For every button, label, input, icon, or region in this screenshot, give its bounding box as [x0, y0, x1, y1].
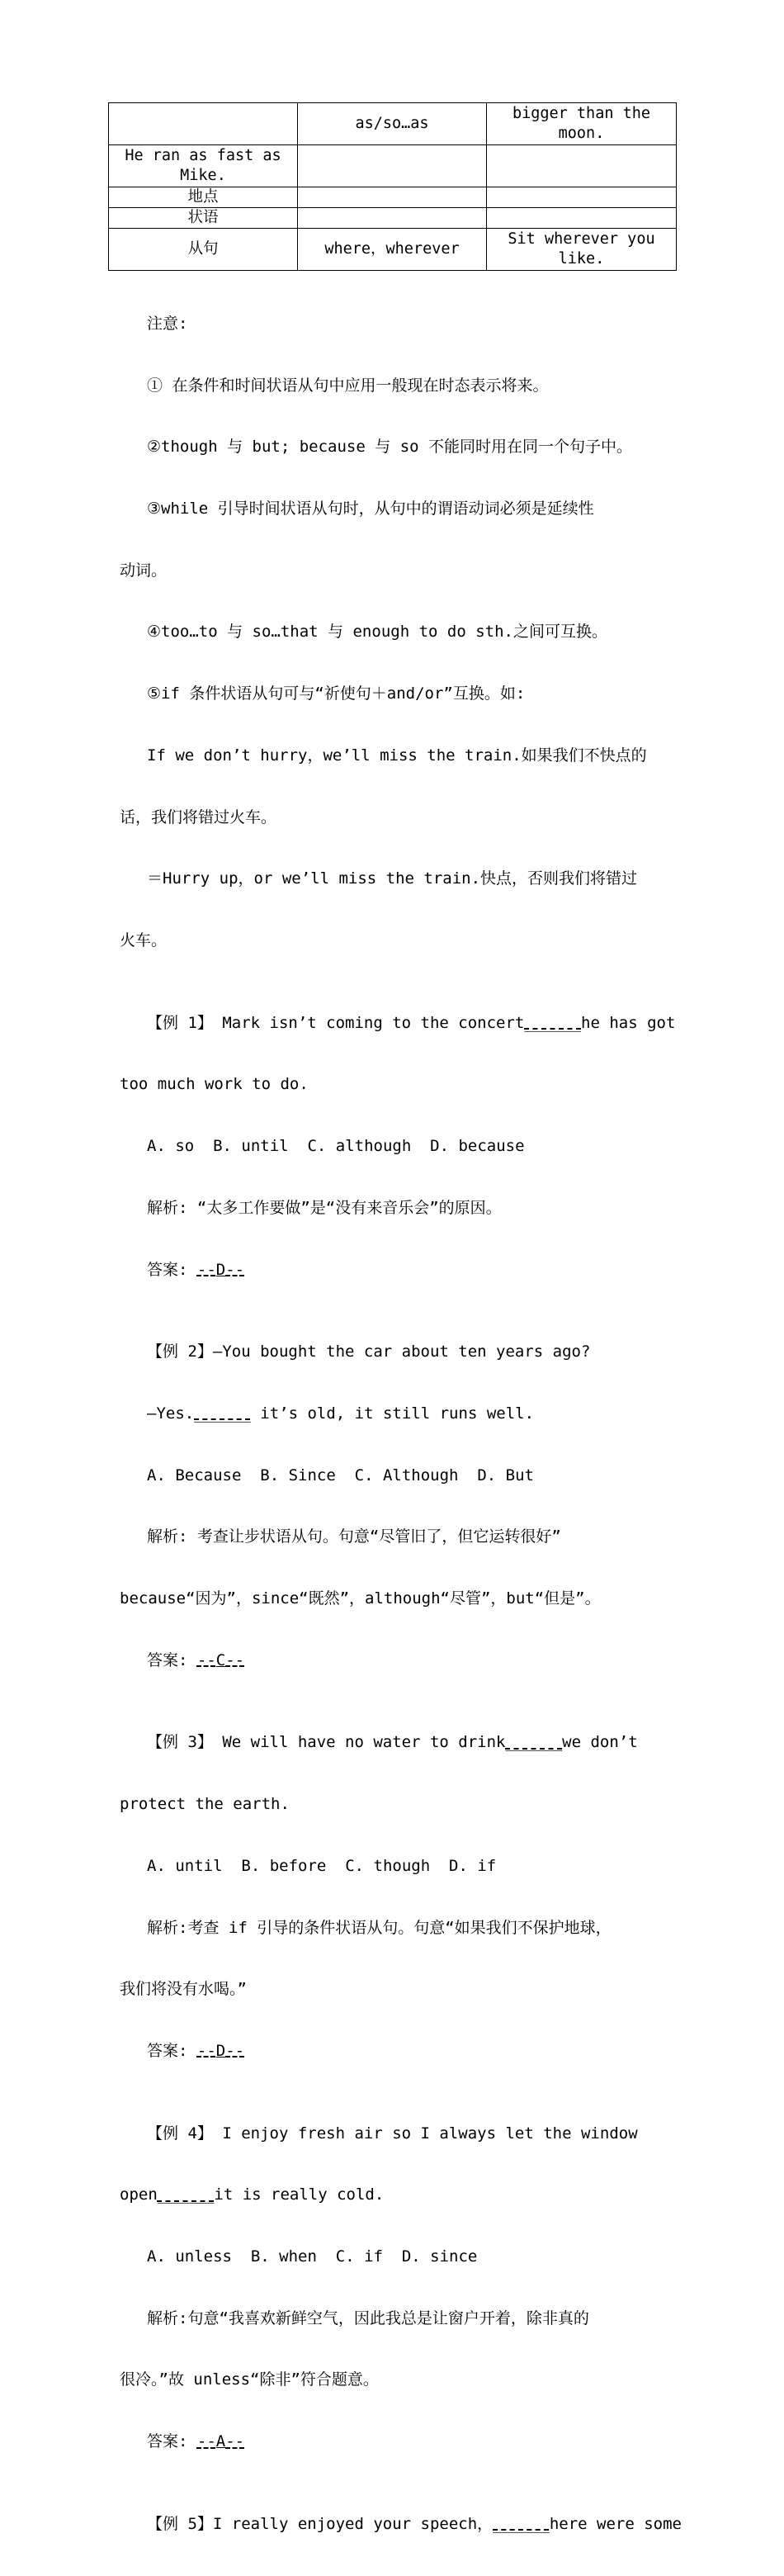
answer-blank: ______	[194, 1404, 251, 1423]
table-cell	[298, 208, 487, 229]
notes-heading: 注意:	[147, 314, 188, 333]
example-2-analysis-cont: because“因为”，since“既然”，although“尽管”，but“但是”。	[120, 1589, 601, 1608]
answer-value: D	[215, 2041, 226, 2060]
table-cell: 状语	[109, 208, 298, 229]
example-3-question: 【例 3】 We will have no water to drink______we don’t	[147, 1733, 638, 1752]
answer-blank: ______	[157, 2185, 215, 2204]
table-row	[109, 145, 677, 187]
note-5-example-b: ＝Hurry up，or we’ll miss the train.快点，否则我们将错过	[147, 869, 638, 888]
table-cell	[487, 187, 677, 208]
table-row	[109, 103, 677, 145]
table-cell: where，wherever	[298, 229, 487, 271]
note-5-example-a-cont: 话，我们将错过火车。	[120, 807, 277, 826]
example-1-question-cont: too much work to do.	[120, 1075, 309, 1094]
table-cell	[298, 145, 487, 187]
example-2-analysis: 解析: 考查让步状语从句。句意“尽管旧了，但它运转很好”	[147, 1527, 561, 1546]
table-cell: 地点	[109, 187, 298, 208]
example-1-question: 【例 1】 Mark isn’t coming to the concert______he has got	[147, 1013, 676, 1032]
table-cell	[487, 208, 677, 229]
table-cell	[298, 187, 487, 208]
note-2: ②though 与 but; because 与 so 不能同时用在同一个句子中。	[147, 438, 633, 457]
example-3-options: A. until B. before C. though D. if	[147, 1856, 497, 1875]
example-1-options: A. so B. until C. although D. because	[147, 1137, 525, 1156]
example-4-question: 【例 4】 I enjoy fresh air so I always let the window	[147, 2124, 638, 2143]
table-row	[109, 187, 677, 208]
note-3: ③while 引导时间状语从句时，从句中的谓语动词必须是延续性	[147, 499, 594, 518]
example-2-options: A. Because B. Since C. Although D. But	[147, 1466, 534, 1485]
lesson-body	[120, 272, 681, 2576]
answer-blank: ______	[524, 1013, 582, 1032]
answer-value: D	[215, 1260, 226, 1279]
note-3-cont: 动词。	[120, 561, 168, 580]
example-3-answer: 答案: --D--	[147, 2041, 245, 2060]
example-2-question-cont: —Yes.______ it’s old, it still runs well.	[147, 1404, 535, 1423]
example-4-question-cont: open______it is really cold.	[120, 2185, 385, 2204]
table-row	[109, 229, 677, 271]
note-1: ① 在条件和时间状语从句中应用一般现在时态表示将来。	[147, 376, 549, 395]
example-2-answer: 答案: --C--	[147, 1650, 245, 1669]
answer-blank: ______	[493, 2514, 550, 2533]
table-cell: He ran as fast as Mike.	[109, 145, 298, 187]
example-1-analysis: 解析: “太多工作要做”是“没有来音乐会”的原因。	[147, 1198, 502, 1217]
table-cell: Sit wherever you like.	[487, 229, 677, 271]
table-cell	[109, 103, 298, 145]
note-4: ④too…to 与 so…that 与 enough to do sth.之间可互换。	[147, 623, 607, 642]
table-row	[109, 208, 677, 229]
answer-value: A	[215, 2432, 226, 2451]
table-cell	[487, 145, 677, 187]
example-3-analysis-cont: 我们将没有水喝。”	[120, 1980, 247, 1999]
example-2-question: 【例 2】—You bought the car about ten years ago?	[147, 1342, 591, 1361]
example-4-options: A. unless B. when C. if D. since	[147, 2247, 478, 2266]
example-1-answer: 答案: --D--	[147, 1260, 245, 1279]
answer-value: C	[215, 1650, 226, 1669]
example-4-analysis: 解析:句意“我喜欢新鲜空气，因此我总是让窗户开着，除非真的	[147, 2308, 589, 2327]
example-4-answer: 答案: --A--	[147, 2432, 245, 2451]
answer-blank: ______	[505, 1733, 563, 1752]
table-cell: 从句	[109, 229, 298, 271]
adverbial-clause-table	[108, 102, 677, 271]
table-cell: bigger than the moon.	[487, 103, 677, 145]
note-5-example-b-cont: 火车。	[120, 931, 168, 949]
example-3-analysis: 解析:考查 if 引导的条件状语从句。句意“如果我们不保护地球，	[147, 1918, 612, 1937]
note-5: ⑤if 条件状语从句可与“祈使句＋and/or”互换。如:	[147, 684, 526, 703]
table-cell: as/so…as	[298, 103, 487, 145]
example-4-analysis-cont: 很冷。”故 unless“除非”符合题意。	[120, 2370, 379, 2389]
example-3-question-cont: protect the earth.	[120, 1795, 290, 1814]
example-5-question: 【例 5】I really enjoyed your speech，______here were some	[147, 2514, 682, 2533]
note-5-example-a: If we don’t hurry，we’ll miss the train.如果我们不快点的	[147, 746, 647, 765]
